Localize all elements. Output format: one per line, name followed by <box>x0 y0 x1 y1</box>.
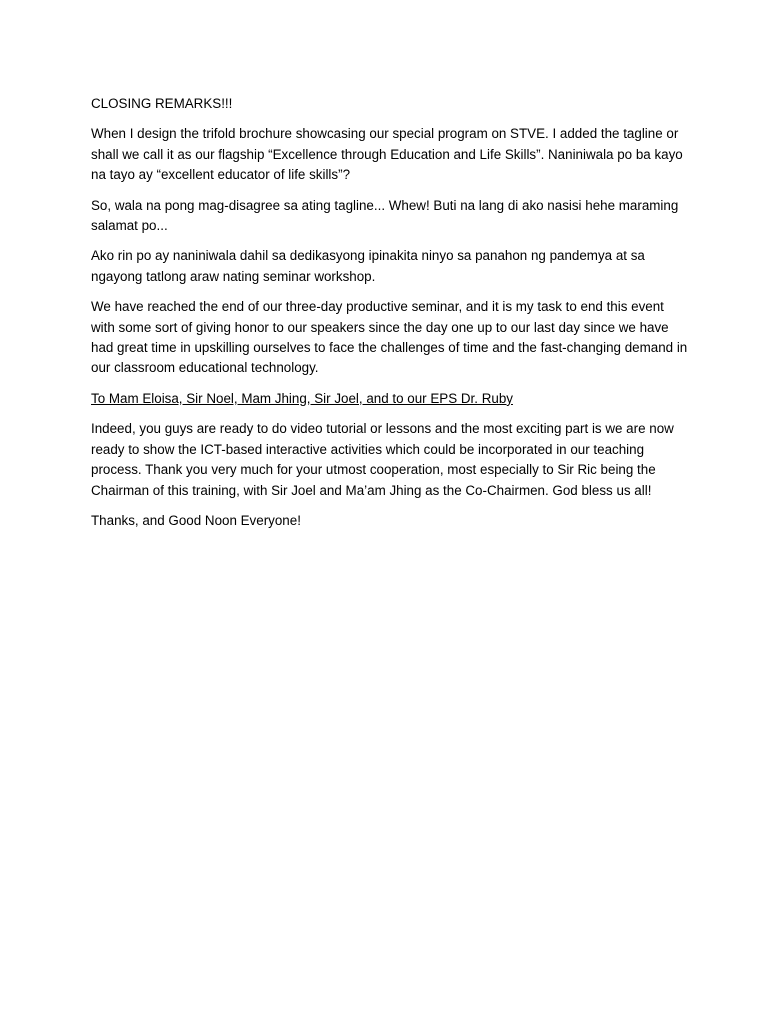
document-heading: CLOSING REMARKS!!! <box>91 96 233 111</box>
paragraph-closing: Thanks, and Good Noon Everyone! <box>91 512 301 528</box>
paragraph-tagline: When I design the trifold brochure showcasing our special program on STVE. I added the tagline or shall we call it as our flagship “Excellence through Education and Life Skills”. Naniniwala po ba kayo na tayo ay “excellent educator of life skills”? <box>91 126 683 183</box>
paragraph-agreement: So, wala na pong mag-disagree sa ating tagline... Whew! Buti na lang di ako nasisi hehe maraming salamat po... <box>91 197 679 234</box>
paragraph-speakers: To Mam Eloisa, Sir Noel, Mam Jhing, Sir Joel, and to our EPS Dr. Ruby <box>91 390 513 406</box>
document-body <box>91 94 691 541</box>
paragraph-seminar-end: We have reached the end of our three-day productive seminar, and it is my task to end this event with some sort of giving honor to our speakers since the day one up to our last day since we have had great time in upskilling ourselves to face the challenges of time and the fast-changing demand in our classroom educational technology. <box>91 299 688 376</box>
paragraph-thanks-team: Indeed, you guys are ready to do video tutorial or lessons and the most exciting part is we are now ready to show the ICT-based interactive activities which could be incorporated in our teaching process. Thank you very much for your utmost cooperation, most especially to Sir Ric being the Chairman of this training, with Sir Joel and Ma’am Jhing as the Co-Chairmen. God bless us all! <box>91 421 674 498</box>
paragraph-dedication: Ako rin po ay naniniwala dahil sa dedikasyong ipinakita ninyo sa panahon ng pandemya at sa ngayong tatlong araw nating seminar workshop. <box>91 248 645 284</box>
